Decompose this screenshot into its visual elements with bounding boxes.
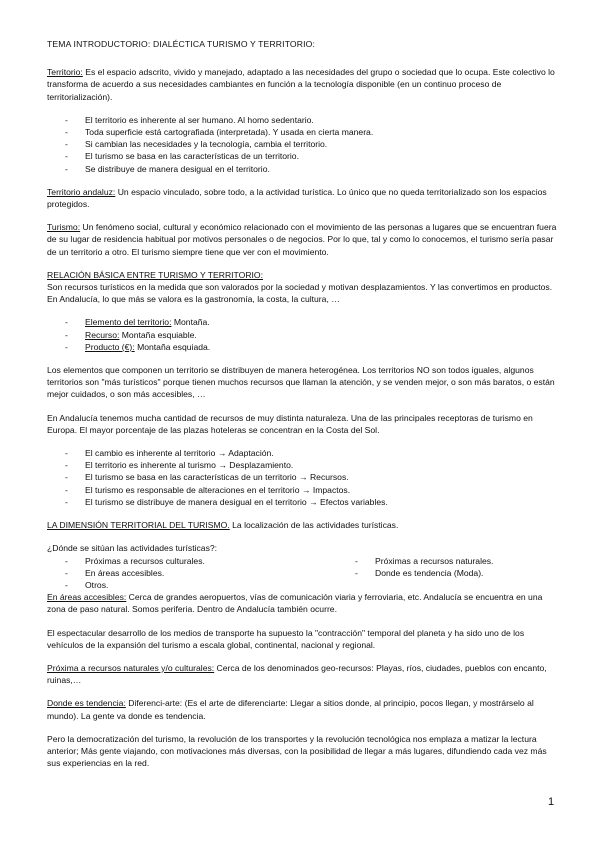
- dimension-question: ¿Dónde se sitúan las actividades turísticas?:: [47, 543, 218, 554]
- list-item: - Donde es tendencia (Moda).: [337, 567, 557, 579]
- proxima-recursos-label: Próxima a recursos naturales y/o culturales:: [47, 662, 215, 673]
- list-item: - Se distribuye de manera desigual en el territorio.: [47, 163, 557, 175]
- list-item: - El territorio es inherente al turismo → Desplazamiento.: [47, 459, 557, 471]
- page-number: 1: [548, 796, 555, 808]
- territorio-andaluz-definition: [47, 186, 557, 210]
- document-title: TEMA INTRODUCTORIO: DIALÉCTICA TURISMO Y TERRITORIO:: [47, 39, 316, 49]
- dimension-heading-line: [47, 519, 557, 531]
- turismo-text: Un fenómeno social, cultural y económico relacionado con el movimiento de las personas a lugares que se encuentran fuera de su lugar de residencia habitual por motivos personales o de negocios. Por lo que, tal y como lo conocemos, el turismo sería pasar de un territorio a otro. El turismo siempre tiene que ver con el movimiento.: [47, 222, 557, 257]
- territorio-andaluz-label: Territorio andaluz:: [47, 186, 116, 197]
- relacion-list: [47, 447, 557, 508]
- transporte-paragraph: El espectacular desarrollo de los medios de transporte ha supuesto la "contracción" temporal del planeta y ha sido uno de los vehículos de la expansión del turismo a escala global, continental, nacional y regional.: [47, 627, 525, 650]
- list-item: - Próximas a recursos naturales.: [337, 555, 557, 567]
- list-item: - En áreas accesibles.: [47, 567, 337, 579]
- location-column-right: [337, 555, 557, 592]
- territorio-definition: [47, 66, 557, 103]
- list-item: [47, 329, 557, 341]
- territorio-text: Es el espacio adscrito, vivido y manejado, adaptado a las necesidades del grupo o sociedad que lo ocupa. Este colectivo lo transforma de acuerdo a sus necesidades cambiantes en función a la tecnología disponible (en un continuo proceso de territorialización).: [47, 67, 555, 102]
- relacion-heading: RELACIÓN BÁSICA ENTRE TURISMO Y TERRITORIO:: [47, 269, 264, 280]
- tendencia-paragraph: [47, 697, 557, 721]
- tendencia-text: Diferenci-arte: (Es el arte de diferenciarte: Llegar a sitios donde, al principio, pocos llegan, y mostrárselo al mundo). La gente va donde es tendencia.: [47, 698, 534, 721]
- final-paragraph: Pero la democratización del turismo, la revolución de los transportes y la revolución tecnológica nos emplaza a matizar la lectura anterior; Más gente viajando, con motivaciones más diversas, con la posibilidad de llegar a más lugares, difundiendo cada vez más sus experiencias en la red.: [47, 733, 547, 769]
- proxima-recursos-paragraph: [47, 662, 557, 686]
- territorio-list: [47, 114, 557, 175]
- relacion-paragraph-3: Los elementos que componen un territorio se distribuyen de manera heterogénea. Los territorios NO son todos iguales, algunos territorios son "más turísticos" porque tienen muchos recursos que llaman la atención, y se venden mejor, o son más baratos, o están mejor cuidados, o son más accesibles, …: [47, 365, 555, 400]
- location-columns: [47, 555, 557, 592]
- relacion-paragraph-2: En Andalucía, lo que más se valora es la gastronomía, la costa, la cultura, …: [47, 294, 340, 305]
- list-item-label: Producto (€):: [85, 341, 135, 352]
- list-item-label: Elemento del territorio:: [85, 317, 172, 328]
- list-item: - Toda superficie está cartografiada (interpretada). Y usada en cierta manera.: [47, 126, 557, 138]
- list-item: - El cambio es inherente al territorio → Adaptación.: [47, 447, 557, 459]
- list-item: [47, 316, 557, 328]
- list-item: - El turismo se basa en las características de un territorio.: [47, 150, 557, 162]
- document-page: [47, 38, 557, 769]
- list-item-value: Montaña.: [171, 317, 210, 328]
- turismo-label: Turismo:: [47, 222, 81, 233]
- dimension-heading-rest: La localización de las actividades turísticas.: [229, 520, 399, 531]
- territorio-andaluz-text: Un espacio vinculado, sobre todo, a la actividad turística. Lo único que no queda territorializado son los espacios protegidos.: [47, 186, 547, 210]
- list-item: - El turismo es responsable de alteraciones en el territorio → Impactos.: [47, 484, 557, 496]
- relacion-paragraph-4: En Andalucía tenemos mucha cantidad de recursos de muy distinta naturaleza. Una de las principales receptoras de turismo en Europa. El mayor porcentaje de las plazas hoteleras se concentran en la Costa del Sol.: [47, 412, 533, 435]
- turismo-definition: [47, 221, 557, 258]
- list-item-value: Montaña esquiable.: [119, 329, 197, 340]
- list-item: [47, 341, 557, 353]
- location-list-left: [47, 555, 337, 592]
- location-list-right: [337, 555, 557, 579]
- territorio-label: Territorio:: [47, 67, 83, 78]
- relacion-paragraph-1: Son recursos turísticos en la medida que son valorados por la sociedad y motivan desplazamientos. Y las convertimos en productos.: [47, 282, 553, 293]
- list-item-label: Recurso:: [85, 329, 120, 340]
- list-item: - Próximas a recursos culturales.: [47, 555, 337, 567]
- list-item: - Si cambian las necesidades y la tecnología, cambia el territorio.: [47, 138, 557, 150]
- proxima-recursos-text: Cerca de los denominados geo-recursos: Playas, ríos, ciudades, pueblos con encanto, ruinas,…: [47, 662, 547, 686]
- location-column-left: [47, 555, 337, 592]
- tendencia-label: Donde es tendencia:: [47, 698, 126, 709]
- list-item: - El territorio es inherente al ser humano. Al homo sedentario.: [47, 114, 557, 126]
- list-item: - El turismo se basa en las características de un territorio → Recursos.: [47, 471, 557, 483]
- list-item: - Otros.: [47, 579, 337, 591]
- list-item-value: Montaña esquiada.: [134, 341, 211, 352]
- areas-accesibles-paragraph: [47, 591, 557, 615]
- dimension-heading: LA DIMENSIÓN TERRITORIAL DEL TURISMO.: [47, 520, 230, 531]
- recurso-list: [47, 316, 557, 353]
- areas-accesibles-text: Cerca de grandes aeropuertos, vías de comunicación viaria y ferroviaria, etc. Andalucía se encuentra en una zona de paso natural. Somos periferia. Dentro de Andalucía también ocurre.: [47, 592, 543, 615]
- list-item: - El turismo se distribuye de manera desigual en el territorio → Efectos variables.: [47, 496, 557, 508]
- areas-accesibles-label: En áreas accesibles:: [47, 592, 127, 603]
